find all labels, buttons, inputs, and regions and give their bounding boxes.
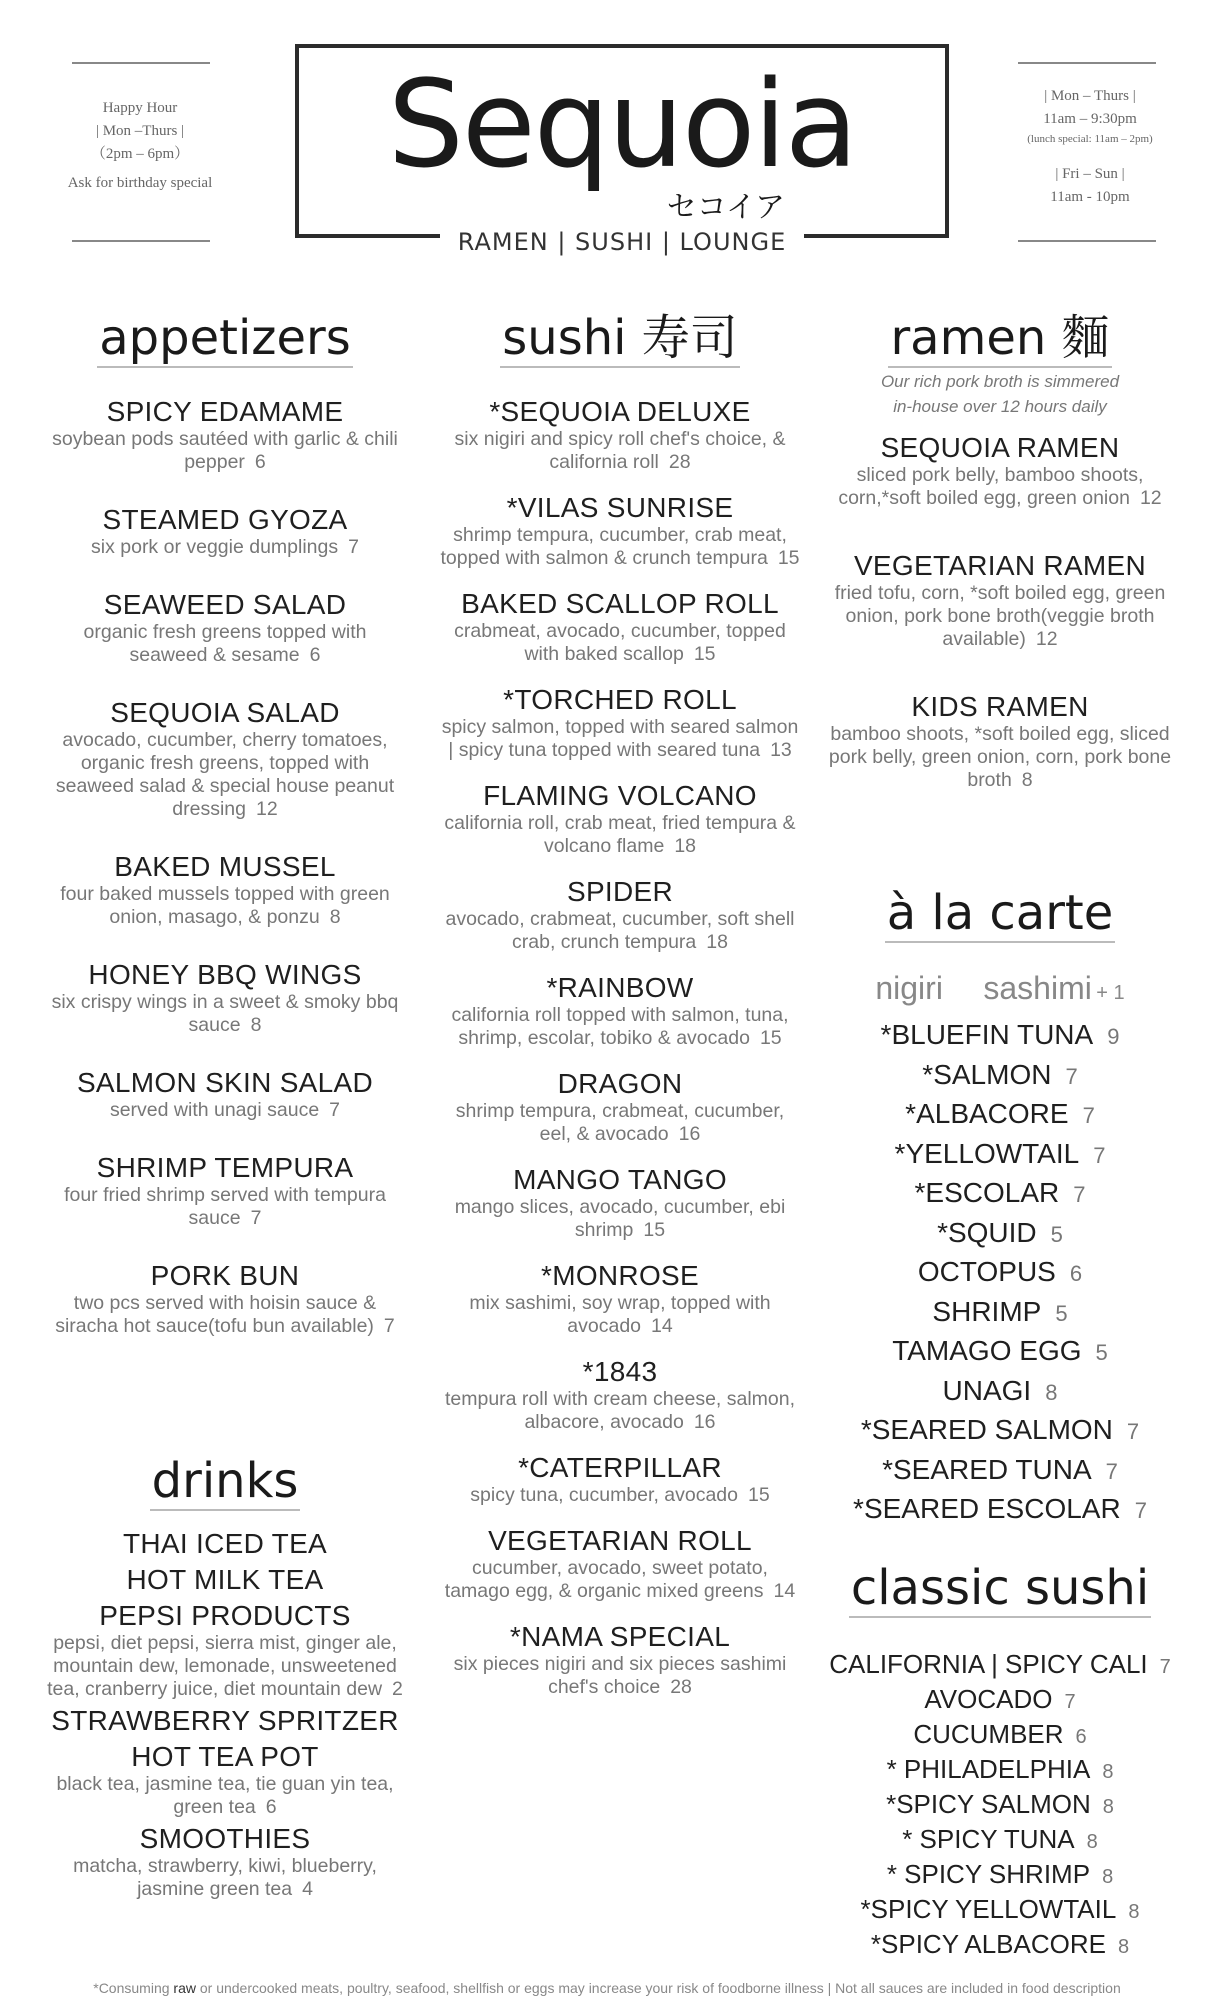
classic-row — [820, 1823, 1180, 1858]
carte-row — [820, 1372, 1180, 1412]
appetizers-item-name: HONEY BBQ WINGS — [88, 959, 362, 990]
sushi-item — [440, 588, 800, 666]
sushi-item-name: FLAMING VOLCANO — [483, 780, 757, 811]
classic-row-name: *SPICY YELLOWTAIL — [860, 1894, 1117, 1924]
drinks-item — [45, 1600, 405, 1701]
sushi-item — [440, 876, 800, 954]
sushi-item-name: BAKED SCALLOP ROLL — [461, 588, 779, 619]
sushi-item-name: *NAMA SPECIAL — [509, 1621, 731, 1652]
sushi-item-description — [440, 1196, 800, 1242]
classic-row-name: *SPICY SALMON — [886, 1789, 1091, 1819]
sushi-item-price: 16 — [693, 1411, 716, 1433]
drinks-item-name: PEPSI PRODUCTS — [99, 1600, 351, 1631]
drinks-item-description — [45, 1773, 405, 1819]
sushi-item-description-text: spicy tuna, cucumber, avocado — [470, 1484, 739, 1506]
classic-row-price: 6 — [1075, 1726, 1087, 1748]
sushi-item-description — [440, 428, 800, 474]
carte-row-price: 7 — [1093, 1142, 1106, 1168]
ramen-item-name: SEQUOIA RAMEN — [880, 432, 1120, 463]
weekend-hours: 11am - 10pm — [1050, 189, 1130, 205]
restaurant-name: Sequoia — [387, 56, 857, 195]
classic-row-price: 8 — [1102, 1796, 1114, 1818]
sushi-item-name: *MONROSE — [541, 1260, 699, 1291]
sushi-item-price: 15 — [693, 643, 716, 665]
ramen-heading: ramen 麵 — [890, 310, 1110, 366]
ramen-list — [820, 432, 1180, 792]
appetizers-item-name: BAKED MUSSEL — [114, 851, 336, 882]
carte-row — [820, 1056, 1180, 1096]
appetizers-item-description — [45, 536, 405, 559]
sushi-item-description-text: mix sashimi, soy wrap, topped with avocado — [469, 1292, 771, 1337]
drinks-item — [45, 1705, 405, 1737]
appetizers-item-price: 12 — [256, 798, 278, 820]
classic-row — [820, 1928, 1180, 1963]
sushi-item-description-text: six pieces nigiri and six pieces sashimi chef's choice — [453, 1653, 787, 1698]
sushi-item-description — [440, 1653, 800, 1699]
appetizers-item — [45, 959, 405, 1037]
appetizers-item — [45, 396, 405, 474]
drinks-item-name: SMOOTHIES — [139, 1823, 311, 1854]
appetizers-item-name: SEQUOIA SALAD — [110, 697, 340, 728]
appetizers-item-description-text: organic fresh greens topped with seaweed & sesame — [83, 621, 367, 666]
appetizers-item — [45, 851, 405, 929]
ramen-item-description-text: sliced pork belly, bamboo shoots, corn,*soft boiled egg, green onion — [838, 464, 1144, 509]
carte-row — [820, 1253, 1180, 1293]
classic-row — [820, 1893, 1180, 1928]
ramen-item — [820, 432, 1180, 510]
classic-row-price: 8 — [1102, 1866, 1114, 1888]
ramen-item-price: 12 — [1035, 628, 1058, 650]
nigiri-sashimi-header — [820, 970, 1180, 1007]
drinks-item-name: HOT MILK TEA — [126, 1564, 324, 1595]
appetizers-item-price: 7 — [329, 1099, 341, 1121]
happy-hour-time: （2pm – 6pm） — [90, 146, 190, 162]
carte-row-name: OCTOPUS — [917, 1256, 1056, 1287]
appetizers-item-name: STEAMED GYOZA — [102, 504, 348, 535]
sushi-item-price: 14 — [773, 1580, 796, 1602]
drinks-item-description-text: pepsi, diet pepsi, sierra mist, ginger ale, mountain dew, lemonade, unsweetened tea, cranberry juice, diet mountain dew — [47, 1632, 397, 1700]
sushi-item — [440, 1260, 800, 1338]
sushi-item-description — [440, 1484, 800, 1507]
sushi-item-description-text: california roll, crab meat, fried tempura & volcano flame — [444, 812, 796, 857]
carte-row — [820, 1095, 1180, 1135]
appetizers-item — [45, 697, 405, 821]
carte-row-name: SHRIMP — [932, 1295, 1042, 1327]
appetizers-item-price: 7 — [348, 536, 359, 558]
appetizers-item-description — [45, 729, 405, 821]
ramen-note-line1: Our rich pork broth is simmered — [880, 372, 1120, 391]
drinks-item-description-text: black tea, jasmine tea, tie guan yin tea, green tea — [56, 1773, 394, 1818]
classic-row-price: 8 — [1117, 1936, 1130, 1958]
ramen-item-description — [820, 464, 1180, 510]
appetizers-item — [45, 1067, 405, 1122]
classic-row-price: 8 — [1086, 1831, 1098, 1853]
sushi-item-description — [440, 812, 800, 858]
sushi-item-description — [440, 1557, 800, 1603]
drinks-heading: drinks — [151, 1453, 299, 1509]
sushi-item-price: 13 — [770, 739, 792, 761]
carte-row — [820, 1332, 1180, 1372]
classic-row-price: 7 — [1064, 1691, 1076, 1713]
sushi-item-name: VEGETARIAN ROLL — [488, 1525, 752, 1556]
happy-hour-days: | Mon –Thurs | — [95, 123, 185, 139]
carte-row-price: 8 — [1045, 1379, 1058, 1405]
sushi-item — [440, 684, 800, 762]
sushi-item-name: MANGO TANGO — [513, 1164, 727, 1195]
sushi-item-price: 18 — [706, 931, 728, 953]
drinks-item-description — [45, 1632, 405, 1701]
classic-row — [820, 1718, 1180, 1753]
carte-row-price: 6 — [1069, 1261, 1083, 1286]
carte-row-price: 5 — [1050, 1221, 1063, 1247]
appetizers-item-name: PORK BUN — [150, 1260, 300, 1291]
carte-row-name: *SQUID — [937, 1216, 1037, 1248]
logo-box — [295, 44, 949, 238]
appetizers-item-name: SPICY EDAMAME — [106, 396, 344, 427]
nigiri-label: nigiri — [875, 970, 943, 1006]
carte-row — [820, 1451, 1180, 1491]
sushi-item-name: DRAGON — [557, 1068, 683, 1099]
carte-row-name: UNAGI — [942, 1374, 1032, 1406]
carte-row — [820, 1293, 1180, 1333]
disclaimer-raw: raw — [173, 1980, 196, 1996]
sushi-item-description-text: california roll topped with salmon, tuna, shrimp, escolar, tobiko & avocado — [451, 1004, 789, 1049]
carte-row-price: 7 — [1082, 1103, 1095, 1128]
ramen-item-name: KIDS RAMEN — [911, 691, 1089, 722]
sushi-item-description-text: mango slices, avocado, cucumber, ebi shrimp — [454, 1196, 786, 1241]
ramen-item-price: 8 — [1021, 769, 1033, 791]
sushi-item-description — [440, 908, 800, 954]
sashimi-label: sashimi — [983, 970, 1092, 1006]
sushi-item-description — [440, 1292, 800, 1338]
carte-row-name: *ALBACORE — [905, 1098, 1069, 1129]
carte-row-price: 5 — [1055, 1300, 1068, 1326]
drinks-item — [45, 1823, 405, 1901]
sushi-heading: sushi 寿司 — [502, 310, 738, 366]
classic-row-name: AVOCADO — [924, 1684, 1053, 1714]
classic-row-price: 7 — [1159, 1656, 1171, 1678]
appetizers-item-price: 6 — [254, 451, 266, 473]
a-la-carte-heading: à la carte — [886, 885, 1114, 941]
sushi-item-description — [440, 1100, 800, 1146]
happy-hour-info — [40, 97, 240, 195]
sushi-item-name: *VILAS SUNRISE — [506, 492, 734, 523]
carte-row-price: 7 — [1073, 1182, 1086, 1207]
classic-row — [820, 1858, 1180, 1893]
sashimi-extra-price: + 1 — [1096, 982, 1125, 1004]
drinks-item-price: 2 — [392, 1678, 403, 1700]
drinks-item-name: THAI ICED TEA — [122, 1528, 328, 1559]
classic-row-price: 8 — [1102, 1761, 1114, 1783]
carte-row — [820, 1411, 1180, 1451]
ramen-item-description-text: bamboo shoots, *soft boiled egg, sliced pork belly, green onion, corn, pork bone broth — [828, 723, 1172, 791]
sushi-item-name: *SEQUOIA DELUXE — [489, 396, 751, 427]
sushi-item-price: 15 — [759, 1027, 782, 1049]
sushi-item-description — [440, 1004, 800, 1050]
ramen-item-description — [820, 582, 1180, 651]
sushi-item-description — [440, 1388, 800, 1434]
header-right-top-rule — [1018, 62, 1156, 64]
carte-row-name: TAMAGO EGG — [892, 1335, 1082, 1366]
sushi-item-description — [440, 716, 800, 762]
carte-row-name: *YELLOWTAIL — [894, 1137, 1080, 1169]
drinks-item — [45, 1564, 405, 1596]
sushi-item-price: 15 — [777, 547, 800, 569]
classic-row-name: * SPICY SHRIMP — [886, 1859, 1091, 1889]
classic-row-name: * PHILADELPHIA — [886, 1754, 1091, 1784]
sushi-item — [440, 1068, 800, 1146]
classic-row-name: CALIFORNIA | SPICY CALI — [829, 1649, 1148, 1679]
classic-row-name: * SPICY TUNA — [902, 1824, 1075, 1854]
sushi-item — [440, 492, 800, 570]
carte-row-price: 7 — [1126, 1419, 1140, 1444]
lunch-special: (lunch special: 11am – 2pm) — [1027, 133, 1153, 145]
drinks-item-description-text: matcha, strawberry, kiwi, blueberry, jasmine green tea — [73, 1855, 377, 1900]
carte-row — [820, 1214, 1180, 1254]
sushi-item-description — [440, 620, 800, 666]
appetizers-item-description-text: four baked mussels topped with green onion, masago, & ponzu — [60, 883, 390, 928]
sushi-item-name: SPIDER — [566, 876, 674, 907]
carte-row-price: 7 — [1134, 1498, 1147, 1523]
carte-row — [820, 1174, 1180, 1214]
sushi-item-description-text: shrimp tempura, cucumber, crab meat, topped with salmon & crunch tempura — [440, 524, 787, 569]
ramen-item-name: VEGETARIAN RAMEN — [853, 550, 1147, 581]
sushi-item — [440, 1452, 800, 1507]
carte-row-name: *BLUEFIN TUNA — [880, 1019, 1094, 1050]
carte-row-name: *SEARED ESCOLAR — [853, 1493, 1121, 1524]
appetizers-item-name: SEAWEED SALAD — [103, 589, 347, 620]
appetizers-item-description-text: two pcs served with hoisin sauce & siracha hot sauce(tofu bun available) — [55, 1292, 377, 1337]
appetizers-item-name: SHRIMP TEMPURA — [96, 1152, 354, 1183]
ramen-item — [820, 550, 1180, 651]
carte-row-name: *SALMON — [922, 1058, 1052, 1090]
appetizers-heading: appetizers — [99, 310, 351, 366]
carte-row-name: *SEARED TUNA — [882, 1453, 1092, 1485]
ramen-item-description — [820, 723, 1180, 792]
sushi-item-price: 28 — [668, 451, 691, 473]
drinks-item — [45, 1528, 405, 1560]
classic-row — [820, 1788, 1180, 1823]
carte-row-name: *SEARED SALMON — [860, 1414, 1113, 1445]
appetizers-item-price: 6 — [309, 644, 321, 666]
classic-row — [820, 1648, 1180, 1683]
drinks-item-price: 6 — [265, 1796, 277, 1818]
appetizers-item-price: 7 — [250, 1207, 262, 1229]
sushi-item-description-text: six nigiri and spicy roll chef's choice, & california roll — [454, 428, 786, 473]
carte-row-price: 7 — [1065, 1063, 1078, 1089]
opening-hours — [1000, 85, 1180, 209]
restaurant-tagline: RAMEN | SUSHI | LOUNGE — [440, 228, 804, 256]
appetizers-item-description-text: six pork or veggie dumplings — [91, 536, 339, 558]
carte-row-price: 9 — [1107, 1024, 1120, 1049]
restaurant-name-japanese: セコイア — [666, 190, 785, 225]
drinks-item-price: 4 — [302, 1878, 313, 1900]
sushi-item-description-text: spicy salmon, topped with seared salmon | spicy tuna topped with seared tuna — [441, 716, 799, 761]
appetizers-item-description-text: avocado, cucumber, cherry tomatoes, organic fresh greens, topped with seaweed salad & special house peanut dressing — [55, 729, 395, 820]
sushi-item — [440, 1525, 800, 1603]
sushi-item-price: 18 — [674, 835, 697, 857]
weekday-days: | Mon – Thurs | — [1044, 88, 1136, 104]
weekend-days: | Fri – Sun | — [1055, 166, 1125, 182]
classic-row — [820, 1753, 1180, 1788]
appetizers-item-description — [45, 883, 405, 929]
appetizers-item-description-text: soybean pods sautéed with garlic & chili pepper — [52, 428, 398, 473]
carte-row-price: 5 — [1095, 1340, 1108, 1365]
sushi-item — [440, 1621, 800, 1699]
disclaimer-start: *Consuming — [93, 1980, 174, 1996]
appetizers-item-price: 8 — [329, 906, 341, 928]
sushi-item-description — [440, 524, 800, 570]
sushi-item-description-text: shrimp tempura, crabmeat, cucumber, eel, & avocado — [455, 1100, 785, 1145]
sushi-item — [440, 396, 800, 474]
sushi-item-description-text: cucumber, avocado, sweet potato, tamago egg, & organic mixed greens — [444, 1557, 768, 1602]
appetizers-item — [45, 589, 405, 667]
sushi-item-name: *CATERPILLAR — [518, 1452, 722, 1483]
appetizers-item-description-text: four fried shrimp served with tempura sauce — [64, 1184, 386, 1229]
appetizers-item — [45, 1152, 405, 1230]
classic-row-price: 8 — [1128, 1901, 1140, 1923]
header-left-top-rule — [72, 62, 210, 64]
appetizers-item-description-text: six crispy wings in a sweet & smoky bbq sauce — [51, 991, 399, 1036]
a-la-carte-list — [820, 1016, 1180, 1530]
drinks-item — [45, 1741, 405, 1819]
drinks-item-name: STRAWBERRY SPRITZER — [51, 1705, 399, 1736]
ramen-note-line2: in-house over 12 hours daily — [893, 397, 1107, 416]
header-left-bottom-rule — [72, 240, 210, 242]
drinks-item-name: HOT TEA POT — [131, 1741, 319, 1772]
sushi-item-name: *1843 — [582, 1356, 658, 1387]
sushi-item-price: 28 — [670, 1676, 692, 1698]
classic-sushi-list — [820, 1648, 1180, 1963]
weekday-hours: 11am – 9:30pm — [1043, 111, 1137, 127]
sushi-item-price: 15 — [643, 1219, 666, 1241]
sushi-item-price: 14 — [651, 1315, 673, 1337]
sushi-item — [440, 972, 800, 1050]
ramen-item-price: 12 — [1139, 487, 1162, 509]
carte-row — [820, 1135, 1180, 1175]
classic-row — [820, 1683, 1180, 1718]
sushi-item-name: *TORCHED ROLL — [503, 684, 737, 715]
sushi-item-price: 15 — [748, 1484, 770, 1506]
sushi-item-description-text: tempura roll with cream cheese, salmon, albacore, avocado — [444, 1388, 796, 1433]
ramen-note — [820, 369, 1180, 419]
ramen-item-description-text: fried tofu, corn, *soft boiled egg, green onion, pork bone broth(veggie broth available) — [834, 582, 1166, 650]
appetizers-item-description — [45, 1292, 405, 1338]
food-safety-disclaimer — [0, 1980, 1214, 1996]
appetizers-item — [45, 504, 405, 559]
carte-row — [820, 1016, 1180, 1056]
ramen-item — [820, 691, 1180, 792]
classic-row-name: *SPICY ALBACORE — [870, 1929, 1106, 1959]
drinks-item-description — [45, 1855, 405, 1901]
appetizers-list — [45, 396, 405, 1338]
sushi-item — [440, 1356, 800, 1434]
sushi-item-description-text: avocado, crabmeat, cucumber, soft shell crab, crunch tempura — [445, 908, 795, 953]
appetizers-item-description-text: served with unagi sauce — [109, 1099, 320, 1121]
sushi-item-description-text: crabmeat, avocado, cucumber, topped with baked scallop — [454, 620, 786, 665]
appetizers-item-description — [45, 621, 405, 667]
appetizers-item-price: 7 — [383, 1315, 395, 1337]
sushi-item-price: 16 — [678, 1123, 701, 1145]
header-right-bottom-rule — [1018, 240, 1156, 242]
carte-row-price: 7 — [1105, 1458, 1118, 1484]
appetizers-item-name: SALMON SKIN SALAD — [76, 1067, 374, 1098]
sushi-list — [440, 396, 800, 1699]
appetizers-item — [45, 1260, 405, 1338]
appetizers-item-description — [45, 428, 405, 474]
classic-sushi-heading: classic sushi — [850, 1560, 1150, 1616]
happy-hour-label: Happy Hour — [102, 100, 178, 116]
carte-row — [820, 1490, 1180, 1530]
sushi-item-name: *RAINBOW — [546, 972, 694, 1003]
sushi-item — [440, 1164, 800, 1242]
birthday-note: Ask for birthday special — [67, 175, 213, 191]
disclaimer-rest: or undercooked meats, poultry, seafood, shellfish or eggs may increase your risk of foodborne illness | Not all sauces are included in food description — [195, 1980, 1121, 1996]
appetizers-item-price: 8 — [250, 1014, 262, 1036]
appetizers-item-description — [45, 1184, 405, 1230]
drinks-list — [45, 1528, 405, 1901]
classic-row-name: CUCUMBER — [913, 1719, 1064, 1749]
appetizers-item-description — [45, 1099, 405, 1122]
sushi-item — [440, 780, 800, 858]
appetizers-item-description — [45, 991, 405, 1037]
carte-row-name: *ESCOLAR — [914, 1177, 1060, 1208]
